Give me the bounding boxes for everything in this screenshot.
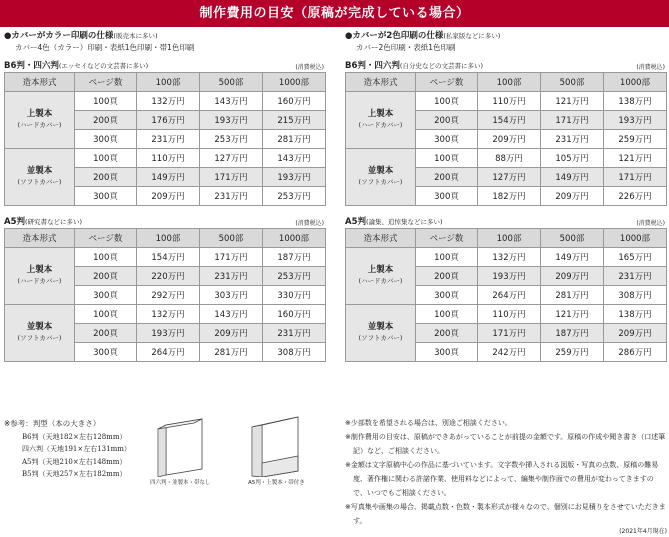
binding-sub: (ソフトカバー) <box>358 178 403 186</box>
price-cell: 149万円 <box>541 168 604 187</box>
price-cell: 88万円 <box>478 149 541 168</box>
price-cell: 143万円 <box>200 305 263 324</box>
price-cell: 143万円 <box>200 92 263 111</box>
table-header-row <box>346 73 667 92</box>
binding-cell <box>5 305 75 362</box>
price-cell: 231万円 <box>200 187 263 206</box>
price-cell: 231万円 <box>604 267 667 286</box>
binding-cell <box>5 248 75 305</box>
price-cell: 105万円 <box>541 149 604 168</box>
price-cell: 171万円 <box>604 168 667 187</box>
section-title-text: ●カバーが2色印刷の仕様 <box>345 31 444 41</box>
right-column <box>345 30 667 362</box>
price-cell: 171万円 <box>541 111 604 130</box>
price-cell: 264万円 <box>478 286 541 305</box>
price-cell: 121万円 <box>541 305 604 324</box>
pages-cell: 100頁 <box>416 248 478 267</box>
price-cell: 209万円 <box>541 267 604 286</box>
price-cell: 259万円 <box>604 130 667 149</box>
table-header <box>345 212 667 228</box>
price-table <box>4 72 326 206</box>
section-title <box>4 30 326 42</box>
price-cell: 127万円 <box>478 168 541 187</box>
price-cell: 138万円 <box>604 92 667 111</box>
pages-cell: 300頁 <box>75 187 137 206</box>
binding-sub: (ハードカバー) <box>17 277 62 285</box>
header-cell: 造本形式 <box>5 229 75 248</box>
price-cell: 121万円 <box>604 149 667 168</box>
binding-sub: (ソフトカバー) <box>17 178 62 186</box>
price-cell: 171万円 <box>478 324 541 343</box>
price-cell: 253万円 <box>200 130 263 149</box>
pages-cell: 100頁 <box>75 92 137 111</box>
note-item: ※制作費用の目安は、原稿ができあがっていることが前提の金額です。原稿の作成や聞き書き（口述筆記）など、ご相談ください。 <box>345 433 666 455</box>
notes <box>345 416 667 537</box>
section-title-text: ●カバーがカラー印刷の仕様 <box>4 31 114 41</box>
price-cell: 209万円 <box>478 130 541 149</box>
reference-row: B6判（天地182×左右128mm） <box>22 432 127 441</box>
paperback-book-illustration <box>158 419 202 477</box>
price-cell: 154万円 <box>137 248 200 267</box>
pages-cell: 300頁 <box>75 130 137 149</box>
price-cell: 182万円 <box>478 187 541 206</box>
price-table <box>4 228 326 362</box>
header-cell: 1000部 <box>604 73 667 92</box>
price-cell: 171万円 <box>200 248 263 267</box>
table-header <box>4 56 326 72</box>
price-cell: 121万円 <box>541 92 604 111</box>
price-cell: 193万円 <box>478 267 541 286</box>
binding-name: 上製本 <box>367 109 394 119</box>
header-cell: ページ数 <box>75 229 137 248</box>
binding-sub: (ハードカバー) <box>358 121 403 129</box>
price-cell: 143万円 <box>263 149 326 168</box>
table-header-row <box>346 229 667 248</box>
price-cell: 110万円 <box>137 149 200 168</box>
header-cell: 500部 <box>200 73 263 92</box>
price-cell: 209万円 <box>604 324 667 343</box>
table-title-text: B6判・四六判 <box>4 61 59 71</box>
price-cell: 138万円 <box>604 305 667 324</box>
price-cell: 253万円 <box>263 267 326 286</box>
price-cell: 110万円 <box>478 305 541 324</box>
header-cell: 1000部 <box>263 73 326 92</box>
table-header-row <box>5 73 326 92</box>
pages-cell: 100頁 <box>416 149 478 168</box>
price-cell: 231万円 <box>137 130 200 149</box>
header-cell: 500部 <box>541 229 604 248</box>
price-cell: 193万円 <box>263 168 326 187</box>
note-item: ※金額は文字原稿中心の作品に基づいています。文字数や挿入される図版・写真の点数、原稿の難易度、著作権に関わる許諾作業、使用料などによって、編集や制作面での費用が変わってきますので、いつでもご相談ください。 <box>345 461 659 497</box>
table-row <box>5 305 326 324</box>
table-title-text: A5判 <box>345 217 366 227</box>
binding-cell <box>346 305 416 362</box>
price-cell: 292万円 <box>137 286 200 305</box>
header-cell: 造本形式 <box>346 73 416 92</box>
table-title <box>345 215 443 227</box>
price-cell: 187万円 <box>541 324 604 343</box>
header-cell: 1000部 <box>263 229 326 248</box>
pages-cell: 200頁 <box>75 168 137 187</box>
price-table <box>345 72 667 206</box>
pages-cell: 100頁 <box>416 92 478 111</box>
book-caption: A5判・上製本・帯付き <box>248 480 305 486</box>
book-illustrations <box>150 415 345 488</box>
hardcover-book-illustration <box>252 417 298 477</box>
pages-cell: 200頁 <box>75 111 137 130</box>
binding-cell <box>5 92 75 149</box>
header-cell: ページ数 <box>75 73 137 92</box>
header-cell: ページ数 <box>416 73 478 92</box>
price-cell: 231万円 <box>263 324 326 343</box>
price-cell: 154万円 <box>478 111 541 130</box>
section-title <box>345 30 667 42</box>
price-cell: 171万円 <box>200 168 263 187</box>
price-cell: 308万円 <box>263 343 326 362</box>
reference-row: A5判（天地210×左右148mm） <box>22 457 127 466</box>
pages-cell: 100頁 <box>75 149 137 168</box>
table-title-note: (論集、追悼集などに多い) <box>366 218 443 226</box>
pages-cell: 100頁 <box>416 305 478 324</box>
binding-cell <box>346 248 416 305</box>
reference-row: 四六判（天地191×左右131mm） <box>22 445 131 453</box>
pages-cell: 300頁 <box>416 343 478 362</box>
pages-cell: 200頁 <box>416 324 478 343</box>
pages-cell: 100頁 <box>75 248 137 267</box>
table-row <box>5 248 326 267</box>
book-caption: 四六判・並製本・帯なし <box>150 480 211 486</box>
price-cell: 127万円 <box>200 149 263 168</box>
price-cell: 160万円 <box>263 305 326 324</box>
price-cell: 149万円 <box>137 168 200 187</box>
binding-sub: (ソフトカバー) <box>17 334 62 342</box>
book-illustration-svg <box>150 415 345 477</box>
price-cell: 281万円 <box>541 286 604 305</box>
price-cell: 132万円 <box>137 92 200 111</box>
price-cell: 187万円 <box>263 248 326 267</box>
pages-cell: 200頁 <box>416 111 478 130</box>
price-cell: 193万円 <box>137 324 200 343</box>
header-cell: ページ数 <box>416 229 478 248</box>
price-cell: 215万円 <box>263 111 326 130</box>
binding-name: 並製本 <box>367 166 394 176</box>
binding-cell <box>346 149 416 206</box>
format-reference <box>4 418 154 481</box>
section-title-note: (販売本に多い) <box>113 32 158 40</box>
header-cell: 100部 <box>478 73 541 92</box>
left-column <box>4 30 326 362</box>
price-cell: 160万円 <box>263 92 326 111</box>
tax-note: (消費税込) <box>636 220 665 227</box>
header-cell: 100部 <box>137 73 200 92</box>
price-cell: 259万円 <box>541 343 604 362</box>
binding-name: 並製本 <box>26 322 53 332</box>
price-cell: 209万円 <box>137 187 200 206</box>
pages-cell: 200頁 <box>416 168 478 187</box>
date-note: (2021年4月現在) <box>619 528 667 535</box>
binding-sub: (ハードカバー) <box>358 277 403 285</box>
table-header <box>4 212 326 228</box>
binding-cell <box>346 92 416 149</box>
binding-name: 上製本 <box>26 265 53 275</box>
price-cell: 110万円 <box>478 92 541 111</box>
pages-cell: 300頁 <box>416 130 478 149</box>
price-cell: 220万円 <box>137 267 200 286</box>
price-cell: 209万円 <box>541 187 604 206</box>
section-title-note: (私家版などに多い) <box>443 32 501 40</box>
table-header <box>345 56 667 72</box>
header-cell: 100部 <box>478 229 541 248</box>
reference-row: B5判（天地257×左右182mm） <box>22 470 127 478</box>
price-cell: 132万円 <box>478 248 541 267</box>
table-title-text: B6判・四六判 <box>345 61 400 71</box>
table-row <box>346 305 667 324</box>
price-cell: 165万円 <box>604 248 667 267</box>
table-row <box>346 149 667 168</box>
price-cell: 242万円 <box>478 343 541 362</box>
binding-cell <box>5 149 75 206</box>
price-cell: 231万円 <box>541 130 604 149</box>
table-title-text: A5判 <box>4 217 25 227</box>
binding-name: 並製本 <box>26 166 53 176</box>
pages-cell: 100頁 <box>75 305 137 324</box>
table-header-row <box>5 229 326 248</box>
price-cell: 132万円 <box>137 305 200 324</box>
header-cell: 造本形式 <box>346 229 416 248</box>
tax-note: (消費税込) <box>295 220 324 227</box>
section-subtitle: カバー2色印刷・表紙1色印刷 <box>356 43 456 52</box>
header-cell: 500部 <box>541 73 604 92</box>
price-cell: 281万円 <box>263 130 326 149</box>
pages-cell: 200頁 <box>416 267 478 286</box>
table-row <box>5 149 326 168</box>
pages-cell: 300頁 <box>75 343 137 362</box>
price-cell: 193万円 <box>604 111 667 130</box>
price-cell: 264万円 <box>137 343 200 362</box>
pages-cell: 300頁 <box>416 187 478 206</box>
price-cell: 193万円 <box>200 111 263 130</box>
binding-name: 上製本 <box>367 265 394 275</box>
table-title-note: (自分史などの文芸書に多い) <box>399 62 483 70</box>
binding-sub: (ソフトカバー) <box>358 334 403 342</box>
binding-sub: (ハードカバー) <box>17 121 62 129</box>
table-row <box>346 248 667 267</box>
pages-cell: 200頁 <box>75 267 137 286</box>
header-cell: 造本形式 <box>5 73 75 92</box>
price-cell: 176万円 <box>137 111 200 130</box>
pages-cell: 300頁 <box>75 286 137 305</box>
price-cell: 231万円 <box>200 267 263 286</box>
table-title <box>345 59 483 71</box>
pages-cell: 200頁 <box>75 324 137 343</box>
table-title <box>4 59 148 71</box>
price-table <box>345 228 667 362</box>
note-item: ※写真集や画集の場合、掲載点数・色数・製本形式が様々なので、個別にお見積りをさせていただきます。 <box>345 503 666 525</box>
table-title-note: (エッセイなどの文芸書に多い) <box>58 62 149 70</box>
price-cell: 226万円 <box>604 187 667 206</box>
price-cell: 253万円 <box>263 187 326 206</box>
table-title-note: (研究書などに多い) <box>25 218 83 226</box>
section-subtitle: カバー4色（カラー）印刷・表紙1色印刷・帯1色印刷 <box>15 43 195 52</box>
reference-heading: ※参考：判型（本の大きさ） <box>4 419 101 428</box>
price-cell: 330万円 <box>263 286 326 305</box>
header-cell: 500部 <box>200 229 263 248</box>
price-cell: 286万円 <box>604 343 667 362</box>
table-title <box>4 215 82 227</box>
price-cell: 303万円 <box>200 286 263 305</box>
tax-note: (消費税込) <box>295 64 324 71</box>
price-cell: 281万円 <box>200 343 263 362</box>
binding-name: 並製本 <box>367 322 394 332</box>
tax-note: (消費税込) <box>636 64 665 71</box>
pages-cell: 300頁 <box>416 286 478 305</box>
page-title-banner: 制作費用の目安（原稿が完成している場合） <box>0 0 669 27</box>
binding-name: 上製本 <box>26 109 53 119</box>
table-row <box>5 92 326 111</box>
note-item: ※少部数を希望される場合は、別途ご相談ください。 <box>345 419 512 427</box>
price-cell: 149万円 <box>541 248 604 267</box>
price-cell: 308万円 <box>604 286 667 305</box>
table-row <box>346 92 667 111</box>
price-cell: 209万円 <box>200 324 263 343</box>
header-cell: 1000部 <box>604 229 667 248</box>
header-cell: 100部 <box>137 229 200 248</box>
